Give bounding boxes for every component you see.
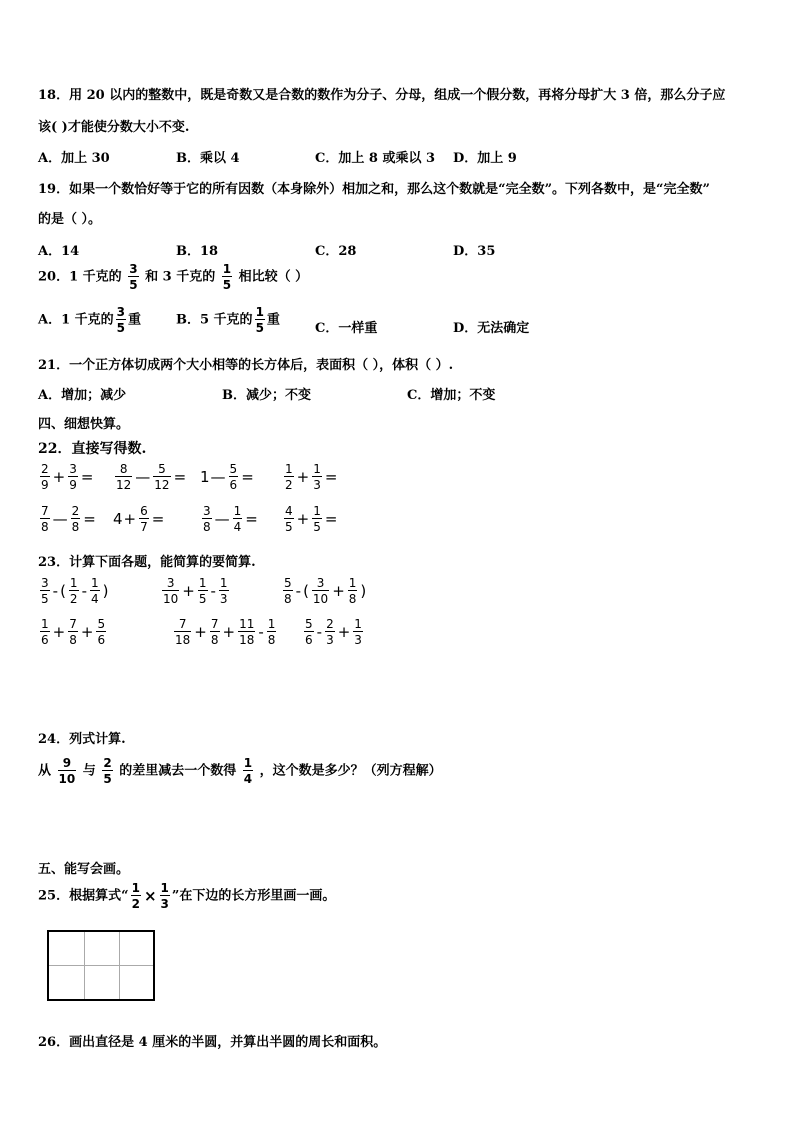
fraction: $\frac{1}{5}$ [255, 305, 264, 335]
q23-expr-6: $\frac{5}{6}$ - $\frac{2}{3}$ + $\frac{1}{3}$ [305, 617, 362, 647]
q19-option-a: A．14 [38, 244, 80, 259]
fraction: $\frac{7}{18}$ [175, 617, 191, 647]
q21-option-b: B．减少；不变 [222, 388, 311, 403]
q22-expr-1: $\frac{2}{9}$ + $\frac{3}{9}$ = [41, 462, 94, 492]
q19-option-b: B．18 [176, 244, 219, 259]
grid-line [49, 965, 153, 966]
q19-option-d: D．35 [453, 244, 496, 259]
fraction: $\frac{9}{10}$ [58, 756, 76, 786]
q21-stem: 21．一个正方体切成两个大小相等的长方体后，表面积（ ），体积（ ）. [38, 358, 454, 373]
q18-line1: 18．用 20 以内的整数中，既是奇数又是合数的数作为分子、分母，组成一个假分数，再将分母扩大 3 倍，那么分子应 [38, 88, 726, 103]
q20-stem [38, 263, 308, 291]
fraction: $\frac{7}{8}$ [210, 617, 219, 647]
drawing-rectangle[interactable] [47, 930, 155, 1001]
fraction: $\frac{2}{5}$ [103, 756, 112, 786]
fraction: $\frac{7}{8}$ [69, 617, 77, 647]
fraction: $\frac{1}{3}$ [219, 576, 228, 606]
q19-line1: 19．如果一个数恰好等于它的所有因数（本身除外）相加之和，那么这个数就是“完全数”。下列各数中，是“完全数” [38, 182, 711, 197]
q18-option-a: A．加上 30 [38, 151, 110, 166]
q23-title: 23．计算下面各题，能简算的要简算. [38, 555, 256, 570]
q22-expr-3: 1— $\frac{5}{6}$ = [200, 462, 254, 492]
fraction: $\frac{1}{8}$ [267, 617, 276, 647]
q22-expr-5: $\frac{7}{8}$ — $\frac{2}{8}$ = [41, 504, 96, 534]
fraction: $\frac{6}{7}$ [140, 504, 148, 534]
fraction: $\frac{3}{5}$ [129, 262, 138, 292]
q22-expr-4: $\frac{1}{2}$ + $\frac{1}{3}$ = [285, 462, 338, 492]
q25-stem: 25．根据算式“ $\frac{1}{2}$ × $\frac{1}{3}$ ”在下边的长方形里画一画。 [38, 881, 336, 911]
q20-mid: 和 3 千克的 [145, 269, 216, 285]
section-4-heading: 四、细想快算。 [38, 417, 130, 432]
fraction: $\frac{5}{8}$ [284, 576, 292, 606]
fraction: $\frac{5}{6}$ [229, 462, 238, 492]
fraction: $\frac{1}{4}$ [243, 756, 253, 786]
fraction: $\frac{1}{3}$ [160, 881, 169, 911]
q22-expr-8: $\frac{4}{5}$ + $\frac{1}{5}$ = [285, 504, 338, 534]
q22-expr-6: 4+ $\frac{6}{7}$ = [113, 504, 165, 534]
q22-expr-2: $\frac{8}{12}$ — $\frac{5}{12}$ = [116, 462, 187, 492]
fraction: $\frac{1}{4}$ [233, 504, 242, 534]
q22-title: 22．直接写得数. [38, 441, 147, 457]
fraction: $\frac{1}{2}$ [69, 576, 78, 606]
fraction: $\frac{1}{4}$ [90, 576, 99, 606]
q22-expr-7: $\frac{3}{8}$ — $\frac{1}{4}$ = [203, 504, 258, 534]
fraction: $\frac{11}{18}$ [239, 617, 255, 647]
fraction: $\frac{1}{3}$ [354, 617, 362, 647]
fraction: $\frac{1}{2}$ [285, 462, 293, 492]
fraction: $\frac{3}{9}$ [69, 462, 77, 492]
fraction: $\frac{2}{9}$ [41, 462, 49, 492]
fraction: $\frac{3}{10}$ [312, 576, 329, 606]
fraction: $\frac{5}{12}$ [154, 462, 170, 492]
fraction: $\frac{1}{5}$ [198, 576, 207, 606]
q23-expr-5: $\frac{7}{18}$ + $\frac{7}{8}$ + $\frac{11}{18}$ - $\frac{1}{8}$ [175, 617, 276, 647]
fraction: $\frac{3}{10}$ [163, 576, 179, 606]
q18-option-d: D．加上 9 [453, 151, 517, 166]
q26-stem: 26．画出直径是 4 厘米的半圆，并算出半圆的周长和面积。 [38, 1035, 387, 1050]
fraction: $\frac{2}{3}$ [326, 617, 334, 647]
fraction: $\frac{1}{6}$ [41, 617, 49, 647]
q20-prefix: 20．1 千克的 [38, 269, 122, 285]
q23-expr-3: $\frac{5}{8}$ - ( $\frac{3}{10}$ + $\frac{1}{8}$ ) [284, 576, 367, 606]
fraction: $\frac{5}{6}$ [305, 617, 313, 647]
fraction: $\frac{3}{5}$ [116, 305, 126, 335]
fraction: $\frac{3}{5}$ [41, 576, 49, 606]
q19-line2: 的是（ ）。 [38, 212, 102, 227]
fraction: $\frac{1}{8}$ [348, 576, 357, 606]
q23-expr-1: $\frac{3}{5}$ - ( $\frac{1}{2}$ - $\frac{1}{4}$ ) [41, 576, 109, 606]
q18-option-c: C．加上 8 或乘以 3 [315, 151, 436, 166]
fraction: $\frac{8}{12}$ [116, 462, 132, 492]
fraction: $\frac{5}{6}$ [97, 617, 106, 647]
q20-option-d: D．无法确定 [453, 321, 530, 336]
q24-stem: 从 $\frac{9}{10}$ 与 $\frac{2}{5}$ 的差里减去一个数得 $\frac{1}{4}$ ，这个数是多少？（列方程解） [38, 756, 442, 786]
q20-option-a: A．1 千克的 $\frac{3}{5}$ 重 [38, 305, 142, 335]
q18-line2: 该( )才能使分数大小不变. [38, 120, 190, 135]
q20-option-c: C．一样重 [315, 321, 378, 336]
q19-option-c: C．28 [315, 244, 357, 259]
fraction: $\frac{3}{8}$ [203, 504, 211, 534]
fraction: $\frac{7}{8}$ [41, 504, 49, 534]
section-5-heading: 五、能写会画。 [38, 862, 130, 877]
q21-option-a: A．增加；减少 [38, 388, 127, 403]
q18-option-b: B．乘以 4 [176, 151, 240, 166]
q20-suffix: 相比较（ ） [238, 269, 309, 285]
fraction: $\frac{4}{5}$ [285, 504, 293, 534]
fraction: $\frac{1}{5}$ [222, 262, 232, 292]
q21-option-c: C．增加；不变 [407, 388, 496, 403]
fraction: $\frac{1}{2}$ [131, 881, 140, 911]
q23-expr-2: $\frac{3}{10}$ + $\frac{1}{5}$ - $\frac{1}{3}$ [163, 576, 228, 606]
q24-title: 24．列式计算. [38, 732, 126, 747]
fraction: $\frac{1}{5}$ [313, 504, 321, 534]
fraction: $\frac{2}{8}$ [71, 504, 80, 534]
fraction: $\frac{1}{3}$ [313, 462, 321, 492]
q23-expr-4: $\frac{1}{6}$ + $\frac{7}{8}$ + $\frac{5}{6}$ [41, 617, 106, 647]
q20-option-b: B．5 千克的 $\frac{1}{5}$ 重 [176, 305, 280, 335]
